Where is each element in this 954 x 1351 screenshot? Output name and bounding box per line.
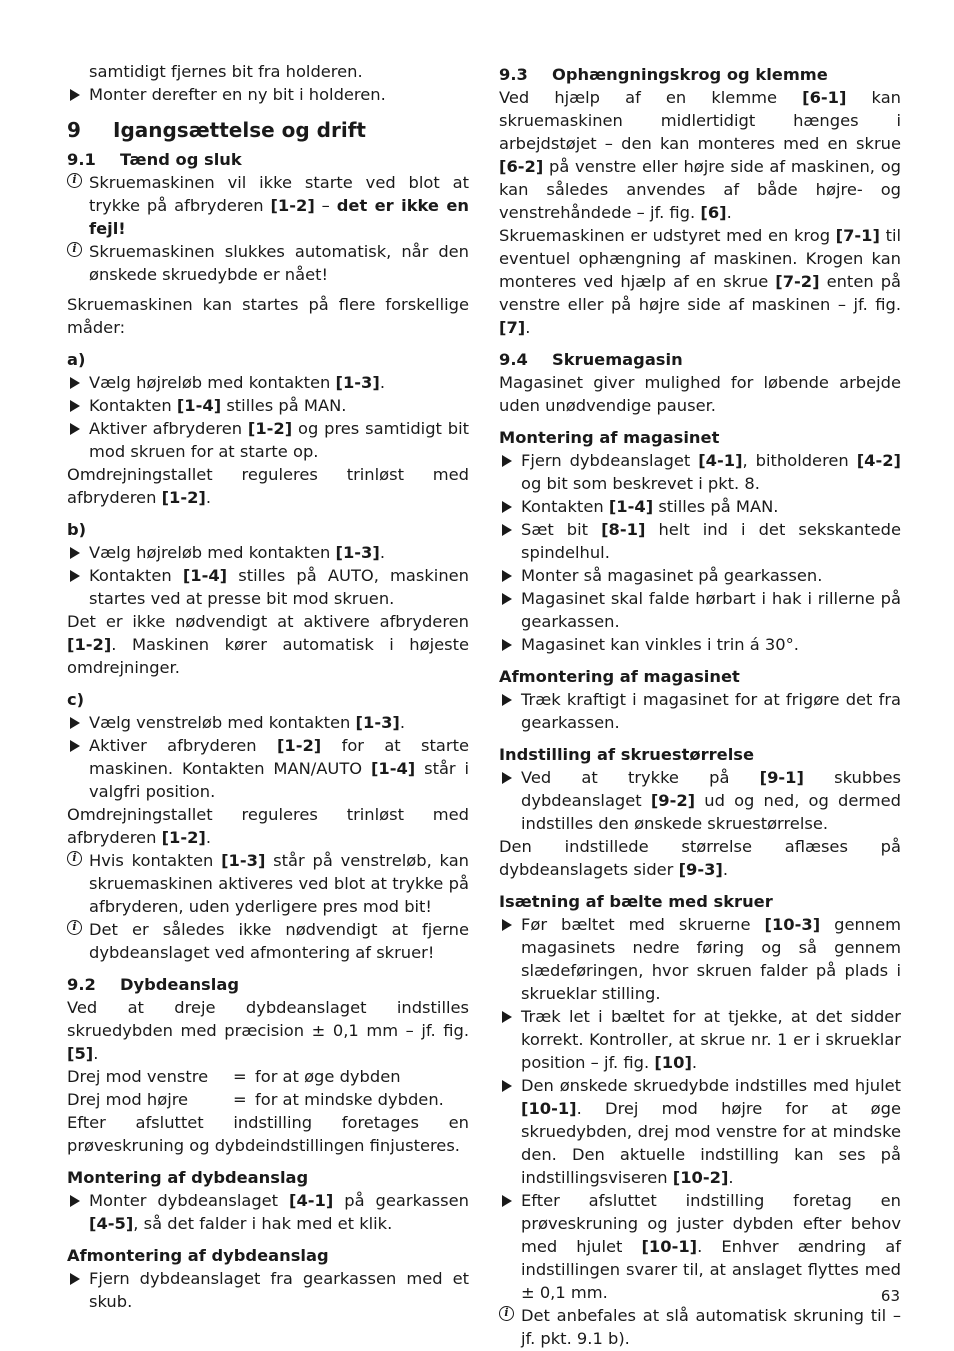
list-item: Monter så magasinet på gearkassen. xyxy=(499,564,901,587)
left-column xyxy=(67,60,469,1313)
sub-label-b: b) xyxy=(67,520,87,539)
list-item: Kontakten [1-4] stilles på AUTO, maskinen startes ved at presse bit mod skruen. xyxy=(67,564,469,610)
list-item: Magasinet skal falde hørbart i hak i rillerne på gearkassen. xyxy=(499,587,901,633)
paragraph: Skruemaskinen er udstyret med en krog [7-1] til eventuel ophængning af maskinen. Krogen kan monteres ved hjælp af en skrue [7-2] enten på venstre eller på højre side af maskinen – jf. fig. [7]. xyxy=(499,226,902,337)
info-icon: i xyxy=(67,920,82,935)
paragraph: Den indstillede størrelse aflæses på dybdeanslagets sider [9-3]. xyxy=(499,837,901,879)
sub-label-c: c) xyxy=(67,690,85,709)
list-item: Træk let i bæltet for at tjekke, at det sidder korrekt. Kontroller, at skrue nr. 1 er i skrueklar position – jf. fig. [10]. xyxy=(499,1005,901,1074)
info-icon: i xyxy=(499,1306,514,1321)
info-icon: i xyxy=(67,173,82,188)
sub-label-a: a) xyxy=(67,350,86,369)
subheading-afmontering-magasinet: Afmontering af magasinet xyxy=(499,667,740,686)
paragraph: Det er ikke nødvendigt at aktivere afbryderen [1-2]. Maskinen kører automatisk i højeste omdrejninger. xyxy=(67,612,469,677)
section-heading-9-4: 9.4 Skruemagasin xyxy=(499,350,683,369)
list-item: Vælg højreløb med kontakten [1-3]. xyxy=(67,371,469,394)
paragraph: Omdrejningstallet reguleres trinløst med afbryderen [1-2]. xyxy=(67,465,469,507)
list-item: Monter derefter en ny bit i holderen. xyxy=(67,83,469,106)
right-column xyxy=(499,60,901,1350)
list-item: Træk kraftigt i magasinet for at frigøre det fra gearkassen. xyxy=(499,688,901,734)
list-item: Den ønskede skruedybde indstilles med hjulet [10-1]. Drej mod højre for at øge skruedybden, drej mod venstre for at mindske den. Den aktuelle indstilling kan ses på indstillingsviseren [10-2]. xyxy=(499,1074,901,1189)
page-number: 63 xyxy=(880,1287,900,1305)
list-item: Fjern dybdeanslaget [4-1], bitholderen [4-2] og bit som beskrevet i pkt. 8. xyxy=(499,449,901,495)
list-item: Fjern dybdeanslaget fra gearkassen med et skub. xyxy=(67,1267,469,1313)
section-heading-9-2: 9.2 Dybdeanslag xyxy=(67,975,239,994)
list-item: Kontakten [1-4] stilles på MAN. xyxy=(499,495,901,518)
list-item: Monter dybdeanslaget [4-1] på gearkassen [4-5], så det falder i hak med et klik. xyxy=(67,1189,469,1235)
section-heading-9-3: 9.3 Ophængningskrog og klemme xyxy=(499,65,828,84)
list-item: Aktiver afbryderen [1-2] og pres samtidigt bit mod skruen for at starte op. xyxy=(67,417,469,463)
info-note: i Skruemaskinen slukkes automatisk, når den ønskede skruedybde er nået! xyxy=(67,240,469,286)
subheading-afmontering-dybdeanslag: Afmontering af dybdeanslag xyxy=(67,1246,329,1265)
table-row: Drej mod højre = for at mindske dybden. xyxy=(67,1090,444,1109)
list-item: Ved at trykke på [9-1] skubbes dybdeanslaget [9-2] ud og ned, og dermed indstilles den ønskede skruestørrelse. xyxy=(499,766,901,835)
list-item: Vælg højreløb med kontakten [1-3]. xyxy=(67,541,469,564)
list-item: Kontakten [1-4] stilles på MAN. xyxy=(67,394,469,417)
paragraph: Ved hjælp af en klemme [6-1] kan skruemaskinen midlertidigt hænges i arbejdstøjet – den kan monteres med en skrue [6-2] på venstre eller højre side af maskinen, og kan således anvendes af både højre- og venstrehåndede – jf. fig. [6]. xyxy=(499,88,901,222)
list-item: Sæt bit [8-1] helt ind i det sekskantede spindelhul. xyxy=(499,518,901,564)
info-note: i Hvis kontakten [1-3] står på venstreløb, kan skruemaskinen aktiveres ved blot at trykke på afbryderen, uden yderligere pres mod bit! xyxy=(67,849,469,918)
info-icon: i xyxy=(67,242,82,257)
continued-text: samtidigt fjernes bit fra holderen. xyxy=(89,62,363,81)
subheading-isaetning-baelte: Isætning af bælte med skruer xyxy=(499,892,773,911)
paragraph: Magasinet giver mulighed for løbende arbejde uden unødvendige pauser. xyxy=(499,373,901,415)
paragraph: Skruemaskinen kan startes på flere forskellige måder: xyxy=(67,295,469,337)
list-item: Efter afsluttet indstilling foretag en prøveskruning og juster dybden efter behov med hjulet [10-1]. Enhver ændring af indstillingen svarer til, at anslaget flyttes med ± 0,1 mm. xyxy=(499,1189,901,1304)
list-item: Aktiver afbryderen [1-2] for at starte maskinen. Kontakten MAN/AUTO [1-4] står i valgfri position. xyxy=(67,734,469,803)
list-item: Før bæltet med skruerne [10-3] gennem magasinets nedre føring og så gennem slædeføringen, hvor skruen falder på plads i skrueklar stilling. xyxy=(499,913,901,1005)
section-heading-9-1: 9.1 Tænd og sluk xyxy=(67,150,242,169)
paragraph: Efter afsluttet indstilling foretages en prøveskruning og dybdeindstillingen finjusteres. xyxy=(67,1113,469,1155)
info-note: i Skruemaskinen vil ikke starte ved blot at trykke på afbryderen [1-2] – det er ikke en fejl! xyxy=(67,171,469,240)
subheading-montering-magasinet: Montering af magasinet xyxy=(499,428,720,447)
info-note: i Det er således ikke nødvendigt at fjerne dybdeanslaget ved afmontering af skruer! xyxy=(67,918,469,964)
list-item: Magasinet kan vinkles i trin á 30°. xyxy=(499,633,901,656)
subheading-montering-dybdeanslag: Montering af dybdeanslag xyxy=(67,1168,309,1187)
table-row: Drej mod venstre = for at øge dybden xyxy=(67,1067,401,1086)
subheading-indstilling-skruestorrelse: Indstilling af skruestørrelse xyxy=(499,745,755,764)
paragraph: Ved at dreje dybdeanslaget indstilles skruedybden med præcision ± 0,1 mm – jf. fig. [5]. xyxy=(67,998,469,1063)
section-heading-9: 9 Igangsættelse og drift xyxy=(67,118,366,142)
paragraph: Omdrejningstallet reguleres trinløst med afbryderen [1-2]. xyxy=(67,805,469,847)
info-icon: i xyxy=(67,851,82,866)
info-note: i Det anbefales at slå automatisk skruning til – jf. pkt. 9.1 b). xyxy=(499,1304,901,1350)
list-item: Vælg venstreløb med kontakten [1-3]. xyxy=(67,711,469,734)
